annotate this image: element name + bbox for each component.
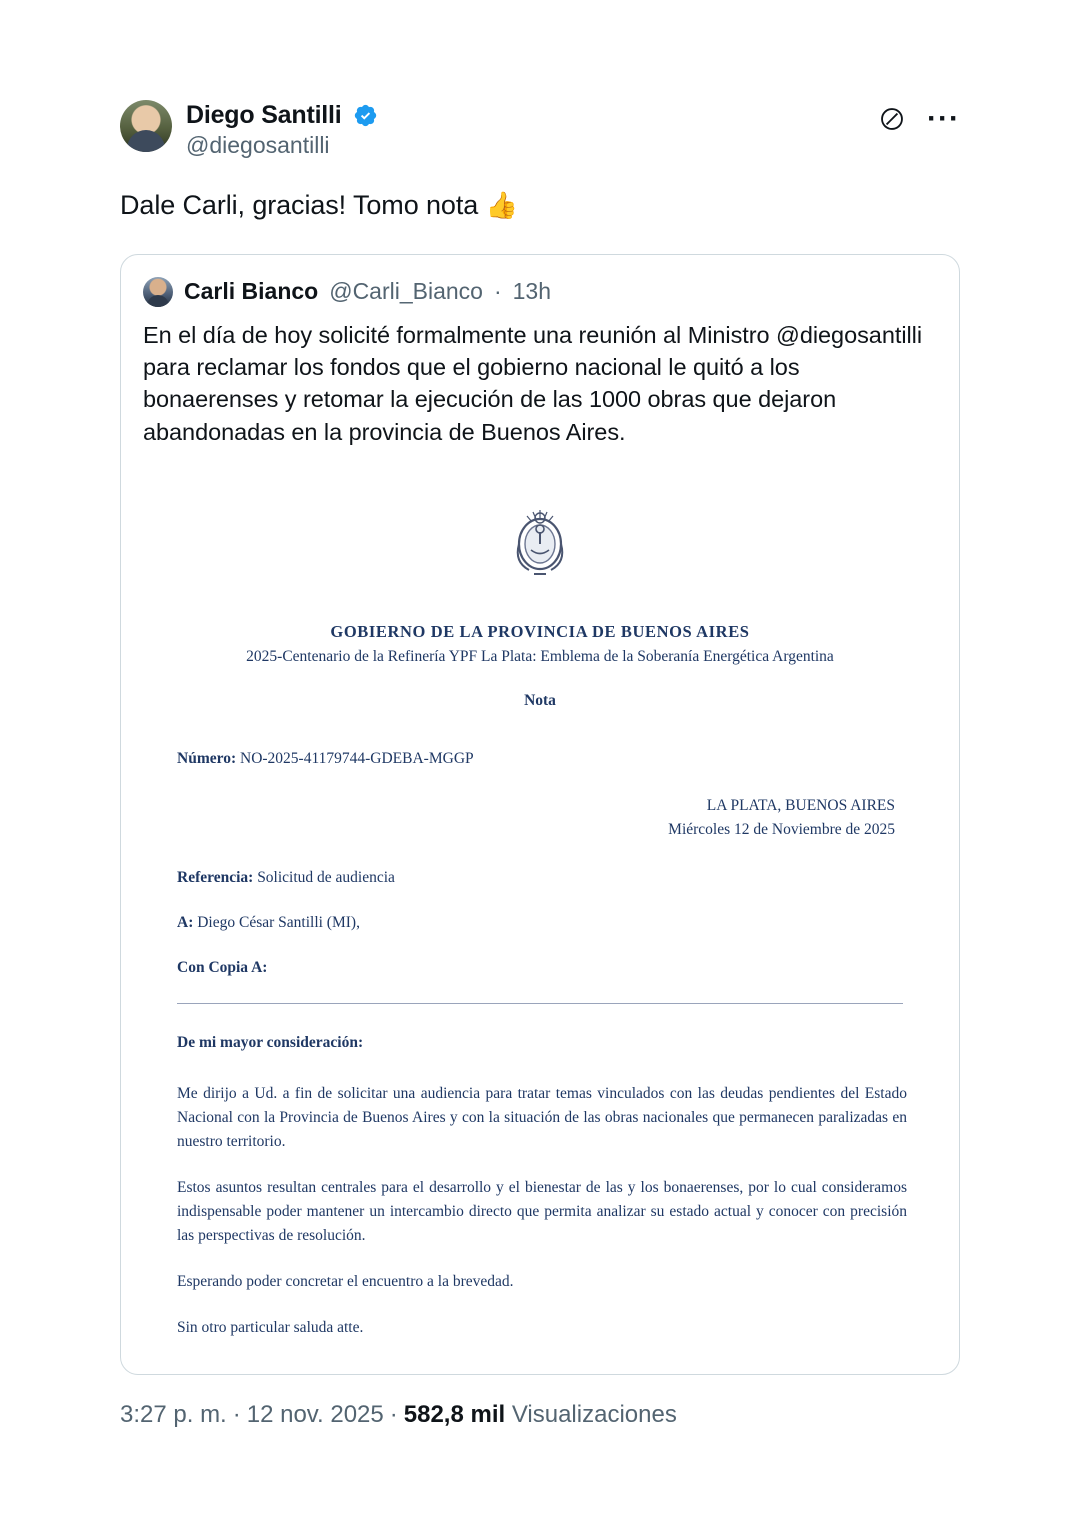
tweet-card	[120, 100, 960, 1429]
author-handle[interactable]: @diegosantilli	[186, 132, 330, 158]
thumbs-up-emoji: 👍	[485, 190, 518, 220]
document-paragraph-2: Estos asuntos resultan centrales para el desarrollo y el bienestar de las y los bonaerenses, por lo cual consideramos indispensable poder mantener un intercambio directo que permita analizar su estado actual y conocer con precisión las perspectivas de resolución.	[177, 1179, 907, 1245]
footer-dot-2: ·	[389, 1401, 398, 1429]
document-paragraph-3: Esperando poder concretar el encuentro a la brevedad.	[177, 1273, 514, 1291]
document-divider	[177, 1003, 903, 1004]
document-number-value: NO-2025-41179744-GDEBA-MGGP	[240, 750, 474, 768]
quoted-tweet[interactable]	[120, 254, 960, 1376]
document-subtitle: 2025-Centenario de la Refinería YPF La Plata: Emblema de la Soberanía Energética Argentina	[246, 648, 834, 666]
document-cc-label: Con Copia A:	[177, 959, 268, 977]
argentina-coat-of-arms-icon	[503, 504, 577, 600]
document-place-block	[147, 794, 933, 842]
tweet-text-content: Dale Carli, gracias! Tomo nota	[120, 190, 486, 220]
document-reference-value: Solicitud de audiencia	[257, 869, 395, 887]
document-to-label: A:	[177, 914, 194, 932]
document-kind: Nota	[524, 692, 556, 710]
document-to-value: Diego César Santilli (MI),	[197, 914, 360, 932]
verified-badge-icon	[353, 103, 378, 128]
footer-dot-1: ·	[232, 1401, 241, 1429]
document-paragraph-4: Sin otro particular saluda atte.	[177, 1319, 364, 1337]
more-options-icon[interactable]: ···	[927, 102, 960, 135]
document-reference-row	[147, 869, 933, 887]
tweet-footer	[120, 1401, 960, 1429]
document-number-row	[147, 750, 933, 768]
views-label[interactable]: Visualizaciones	[511, 1401, 677, 1429]
tweet-header-actions	[879, 100, 960, 135]
document-to-row	[147, 914, 933, 932]
tweet-time: 3:27 p. m.	[120, 1401, 227, 1429]
tweet-header	[120, 100, 960, 166]
tweet-text	[120, 188, 960, 224]
author-block	[186, 100, 378, 159]
author-display-name[interactable]: Diego Santilli	[186, 101, 342, 129]
document-number-label: Número:	[177, 750, 237, 768]
document-title: GOBIERNO DE LA PROVINCIA DE BUENOS AIRES	[330, 622, 750, 642]
quoted-author-name[interactable]: Carli Bianco	[184, 278, 319, 305]
document-paragraph-1: Me dirijo a Ud. a fin de solicitar una audiencia para tratar temas vinculados con las deudas pendientes del Estado Nacional con la Provincia de Buenos Aires y con la situación de las obras nacionales que permanecen paralizadas en nuestro territorio.	[177, 1085, 907, 1151]
quoted-tweet-header	[121, 255, 959, 307]
document-date: Miércoles 12 de Noviembre de 2025	[668, 821, 895, 839]
document-greeting: De mi mayor consideración:	[177, 1034, 364, 1052]
quoted-avatar[interactable]	[143, 277, 173, 307]
quoted-author-handle[interactable]: @Carli_Bianco	[329, 278, 483, 305]
grok-icon[interactable]	[879, 106, 905, 132]
document-reference-label: Referencia:	[177, 869, 254, 887]
attached-document-image[interactable]	[121, 504, 959, 1374]
quoted-timestamp[interactable]: 13h	[512, 278, 552, 305]
tweet-date: 12 nov. 2025	[246, 1401, 384, 1429]
views-count: 582,8 mil	[403, 1401, 506, 1429]
quoted-separator: ·	[493, 278, 502, 305]
document-cc-row	[147, 959, 933, 977]
avatar[interactable]	[120, 100, 172, 152]
quoted-tweet-text: En el día de hoy solicité formalmente una reunión al Ministro @diegosantilli para reclamar los fondos que el gobierno nacional le quitó a los bonaerenses y retomar la ejecución de las 1000 obras que dejaron abandonadas en la provincia de Buenos Aires.	[143, 321, 922, 445]
document-place: LA PLATA, BUENOS AIRES	[706, 797, 895, 815]
